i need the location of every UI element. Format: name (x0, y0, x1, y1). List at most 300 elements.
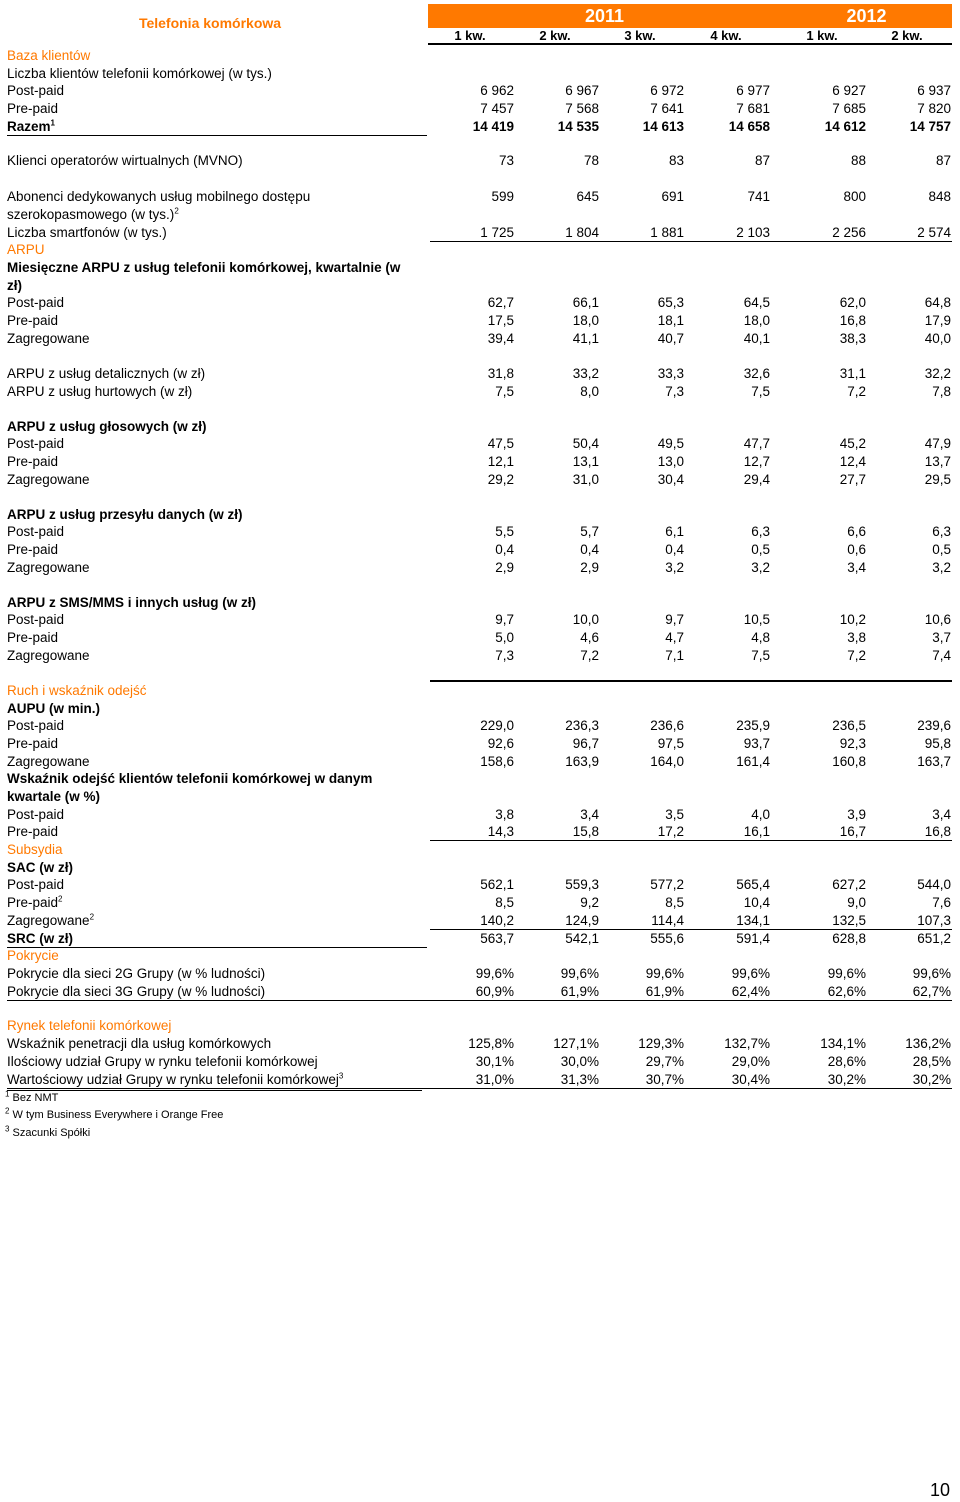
table-cell: 62,0 (839, 295, 866, 310)
table-cell: 7,5 (751, 384, 770, 399)
section-aupu (0, 700, 960, 718)
table-cell: 18,0 (743, 313, 770, 328)
table-cell: 6,6 (847, 524, 866, 539)
table-cell: 3,8 (495, 807, 514, 822)
table-cell: 16,1 (743, 824, 770, 839)
table-cell: 31,8 (487, 366, 514, 381)
table-cell: 62,4% (731, 984, 770, 999)
section-heading: Rynek telefonii komórkowej (7, 1018, 172, 1033)
table-cell: 114,4 (651, 913, 684, 928)
table-cell: 65,3 (657, 295, 684, 310)
table-cell: 136,2% (905, 1036, 951, 1051)
section-arpu-monthly (0, 259, 960, 295)
table-cell: 6,1 (665, 524, 684, 539)
table-cell: 30,2% (912, 1072, 951, 1087)
table-cell: 40,0 (924, 331, 951, 346)
table-cell: 4,0 (751, 807, 770, 822)
row-label: ARPU z usług detalicznych (w zł) (7, 366, 206, 381)
row-label: Pre-paid$^2$ (7, 894, 63, 910)
table-cell: 2 256 (832, 225, 866, 240)
section-heading: Wskaźnik odejść klientów telefonii komórkowej w danym kwartale (w %) (7, 771, 373, 804)
section-heading: ARPU z usług przesyłu danych (w zł) (7, 507, 243, 522)
table-cell: 97,5 (657, 736, 684, 751)
table-cell: 161,4 (736, 754, 770, 769)
table-cell: 33,2 (572, 366, 599, 381)
table-cell: 0,5 (932, 542, 951, 557)
table-cell: 741 (747, 189, 770, 204)
table-cell: 14 419 (472, 119, 514, 134)
row-label: Liczba smartfonów (w tys.) (7, 225, 167, 240)
table-cell: 14 535 (557, 119, 599, 134)
table-cell: 9,2 (580, 895, 599, 910)
table-cell: 132,5 (832, 913, 866, 928)
row-label: Zagregowane (7, 754, 90, 769)
row-label: Zagregowane (7, 560, 90, 575)
table-cell: 31,0% (475, 1072, 514, 1087)
table-cell: 3,2 (932, 560, 951, 575)
section-arpu-sms (0, 594, 960, 612)
table-cell: 848 (928, 189, 951, 204)
table-cell: 563,7 (480, 931, 514, 946)
table-cell: 7,8 (932, 384, 951, 399)
table-cell: 92,6 (487, 736, 514, 751)
table-row (0, 383, 960, 401)
table-cell: 8,5 (495, 895, 514, 910)
table-row (0, 1035, 960, 1053)
table-cell: 239,6 (917, 718, 951, 733)
section-heading: AUPU (w min.) (7, 701, 100, 716)
row-label: Zagregowane (7, 331, 90, 346)
section-heading: Miesięczne ARPU z usług telefonii komórkowej, kwartalnie (w zł) (7, 260, 401, 293)
table-cell: 83 (668, 153, 684, 168)
table-cell: 6,3 (751, 524, 770, 539)
table-cell: 3,8 (847, 630, 866, 645)
quarter-headers (0, 29, 960, 43)
table-cell: 164,0 (650, 754, 684, 769)
table-title: Telefonia komórkowa (138, 15, 282, 31)
table-cell: 7 641 (650, 101, 684, 116)
table-cell: 5,7 (580, 524, 599, 539)
footnote-marker: 2 (58, 894, 63, 904)
section-heading: Baza klientów (7, 48, 91, 63)
table-cell: 18,1 (657, 313, 684, 328)
table-cell: 30,0% (560, 1054, 599, 1069)
table-cell: 6 927 (832, 83, 866, 98)
table-cell: 60,9% (475, 984, 514, 999)
row-label: Klienci operatorów wirtualnych (MVNO) (7, 153, 243, 168)
row-label: Zagregowane (7, 648, 90, 663)
table-cell: 236,6 (650, 718, 684, 733)
table-row (0, 312, 960, 330)
section-pokrycie (0, 947, 960, 965)
quarter-header: 4 kw. (710, 28, 742, 43)
footnote: $^1$ Bez NMT (5, 1089, 59, 1104)
table-cell: 9,0 (847, 895, 866, 910)
table-cell: 3,2 (665, 560, 684, 575)
table-cell: 10,6 (924, 612, 951, 627)
section-arpu-dane (0, 506, 960, 524)
table-cell: 7 681 (736, 101, 770, 116)
table-cell: 15,8 (572, 824, 599, 839)
row-label: Post-paid (7, 877, 65, 892)
table-cell: 1 725 (480, 225, 514, 240)
section-churn (0, 770, 960, 806)
table-cell: 559,3 (565, 877, 599, 892)
section-heading: Pokrycie (7, 948, 59, 963)
table-cell: 160,8 (832, 754, 866, 769)
table-cell: 47,9 (924, 436, 951, 451)
footnote-separator (7, 1090, 422, 1091)
table-row (0, 930, 960, 948)
table-row (0, 453, 960, 471)
table-row (0, 118, 960, 136)
table-cell: 95,8 (924, 736, 951, 751)
table-cell: 14 658 (728, 119, 770, 134)
footnote: $^3$ Szacunki Spółki (5, 1124, 91, 1139)
table-cell: 29,2 (487, 472, 514, 487)
table-cell: 99,6% (912, 966, 951, 981)
table-cell: 62,7% (912, 984, 951, 999)
table-row (0, 541, 960, 559)
section-arpu-glos (0, 418, 960, 436)
table-cell: 29,7% (645, 1054, 684, 1069)
table-cell: 47,5 (487, 436, 514, 451)
section-arpu (0, 241, 960, 259)
table-cell: 30,1% (475, 1054, 514, 1069)
table-cell: 47,7 (743, 436, 770, 451)
table-cell: 555,6 (650, 931, 684, 946)
section-subsydia (0, 841, 960, 859)
section-heading: Liczba klientów telefonii komórkowej (w tys.) (7, 66, 272, 81)
table-row (0, 224, 960, 242)
table-cell: 0,4 (665, 542, 684, 557)
table-cell: 7,2 (847, 648, 866, 663)
table-row (0, 1071, 960, 1089)
table-row (0, 629, 960, 647)
row-label: Pre-paid (7, 101, 59, 116)
section-rynek (0, 1017, 960, 1035)
row-label: Abonenci dedykowanych usług mobilnego dostępu szerokopasmowego (w tys.)$^2$ (7, 189, 311, 222)
section-heading: Ruch i wskaźnik odejść (7, 683, 147, 698)
table-cell: 599 (491, 189, 514, 204)
table-row (0, 330, 960, 348)
section-heading: Subsydia (7, 842, 63, 857)
table-cell: 17,2 (657, 824, 684, 839)
table-row (0, 1053, 960, 1071)
table-cell: 0,4 (580, 542, 599, 557)
row-label: Pre-paid (7, 454, 59, 469)
table-row (0, 823, 960, 841)
table-cell: 13,7 (924, 454, 951, 469)
row-label: Pre-paid (7, 630, 59, 645)
row-label: Post-paid (7, 612, 65, 627)
table-row (0, 611, 960, 629)
section-liczba-klientow (0, 65, 960, 83)
quarter-header: 1 kw. (454, 28, 486, 43)
row-label: Post-paid (7, 524, 65, 539)
row-label: Wskaźnik penetracji dla usług komórkowych (7, 1036, 272, 1051)
table-cell: 12,4 (839, 454, 866, 469)
row-label: Post-paid (7, 83, 65, 98)
row-label: Zagregowane (7, 472, 90, 487)
quarter-header: 2 kw. (891, 28, 923, 43)
table-cell: 30,7% (645, 1072, 684, 1087)
table-cell: 87 (754, 153, 770, 168)
footnote: $^2$ W tym Business Everywhere i Orange Free (5, 1106, 224, 1121)
table-cell: 163,9 (565, 754, 599, 769)
page-number: 10 (929, 1480, 950, 1500)
table-cell: 32,2 (924, 366, 951, 381)
table-cell: 16,8 (924, 824, 951, 839)
table-row (0, 647, 960, 665)
table-cell: 236,5 (832, 718, 866, 733)
table-cell: 8,0 (580, 384, 599, 399)
table-cell: 0,5 (751, 542, 770, 557)
table-cell: 2 103 (736, 225, 770, 240)
table-cell: 4,8 (751, 630, 770, 645)
table-row (0, 82, 960, 100)
table-cell: 10,5 (743, 612, 770, 627)
table-row (0, 100, 960, 118)
table-cell: 591,4 (736, 931, 770, 946)
table-cell: 66,1 (572, 295, 599, 310)
table-cell: 236,3 (565, 718, 599, 733)
table-cell: 12,7 (743, 454, 770, 469)
table-cell: 18,0 (572, 313, 599, 328)
table-cell: 16,7 (839, 824, 866, 839)
row-label: ARPU z usług hurtowych (w zł) (7, 384, 193, 399)
row-label: Post-paid (7, 718, 65, 733)
table-cell: 7,4 (932, 648, 951, 663)
table-cell: 107,3 (917, 913, 951, 928)
table-cell: 45,2 (839, 436, 866, 451)
table-cell: 31,0 (572, 472, 599, 487)
table-cell: 39,4 (487, 331, 514, 346)
table-row (0, 753, 960, 771)
table-cell: 10,4 (743, 895, 770, 910)
table-row (0, 435, 960, 453)
table-cell: 13,0 (657, 454, 684, 469)
table-cell: 229,0 (480, 718, 514, 733)
table-cell: 3,5 (665, 807, 684, 822)
table-cell: 61,9% (645, 984, 684, 999)
row-underline (7, 1088, 952, 1090)
table-cell: 93,7 (743, 736, 770, 751)
table-cell: 3,4 (580, 807, 599, 822)
year-header-2012: 2012 (781, 4, 952, 28)
table-cell: 565,4 (736, 877, 770, 892)
footnote-marker: 1 (50, 118, 55, 128)
table-cell: 1 804 (565, 225, 599, 240)
table-cell: 4,6 (580, 630, 599, 645)
table-cell: 3,7 (932, 630, 951, 645)
table-cell: 577,2 (650, 877, 684, 892)
table-cell: 134,1 (736, 913, 770, 928)
row-label: Pre-paid (7, 736, 59, 751)
table-cell: 64,8 (924, 295, 951, 310)
row-label: SRC (w zł) (7, 931, 73, 946)
table-cell: 691 (661, 189, 684, 204)
quarter-header: 2 kw. (539, 28, 571, 43)
table-cell: 27,7 (839, 472, 866, 487)
table-cell: 92,3 (839, 736, 866, 751)
row-label: Post-paid (7, 295, 65, 310)
table-cell: 4,7 (665, 630, 684, 645)
row-label: Post-paid (7, 436, 65, 451)
table-cell: 235,9 (736, 718, 770, 733)
table-cell: 28,5% (912, 1054, 951, 1069)
table-cell: 645 (576, 189, 599, 204)
table-row (0, 965, 960, 983)
table-cell: 41,1 (572, 331, 599, 346)
table-cell: 158,6 (480, 754, 514, 769)
header-underline (428, 43, 952, 45)
table-cell: 17,5 (487, 313, 514, 328)
table-row (0, 152, 960, 170)
table-cell: 132,7% (724, 1036, 770, 1051)
table-cell: 13,1 (572, 454, 599, 469)
table-cell: 544,0 (917, 877, 951, 892)
row-label: Pokrycie dla sieci 3G Grupy (w % ludności) (7, 984, 266, 999)
table-cell: 6 937 (917, 83, 951, 98)
table-cell: 2 574 (917, 225, 951, 240)
table-cell: 62,7 (487, 295, 514, 310)
table-cell: 29,0% (731, 1054, 770, 1069)
table-cell: 0,4 (495, 542, 514, 557)
table-cell: 16,8 (839, 313, 866, 328)
footnote-marker: 2 (174, 206, 179, 216)
table-cell: 7 685 (832, 101, 866, 116)
table-row (0, 876, 960, 894)
row-underline (7, 1000, 952, 1002)
table-cell: 7,2 (580, 648, 599, 663)
table-cell: 14 612 (824, 119, 866, 134)
row-underline (7, 135, 427, 137)
table-row (0, 717, 960, 735)
table-cell: 10,2 (839, 612, 866, 627)
section-heading: SAC (w zł) (7, 860, 73, 875)
section-sac (0, 859, 960, 877)
section-heading: ARPU z SMS/MMS i innych usług (w zł) (7, 595, 257, 610)
table-row (0, 188, 960, 224)
table-cell: 124,9 (565, 913, 599, 928)
table-cell: 627,2 (832, 877, 866, 892)
table-cell: 30,2% (827, 1072, 866, 1087)
table-row (0, 559, 960, 577)
table-cell: 125,8% (468, 1036, 514, 1051)
table-cell: 9,7 (665, 612, 684, 627)
table-cell: 562,1 (480, 877, 514, 892)
section-heading: ARPU (7, 242, 45, 257)
table-cell: 651,2 (917, 931, 951, 946)
table-cell: 7 820 (917, 101, 951, 116)
table-cell: 14,3 (487, 824, 514, 839)
table-cell: 2,9 (495, 560, 514, 575)
table-cell: 14 757 (909, 119, 951, 134)
table-cell: 6 977 (736, 83, 770, 98)
table-row (0, 294, 960, 312)
section-baza (0, 47, 960, 65)
table-cell: 64,5 (743, 295, 770, 310)
table-row (0, 806, 960, 824)
table-cell: 62,6% (827, 984, 866, 999)
table-cell: 7,5 (495, 384, 514, 399)
table-cell: 7 457 (480, 101, 514, 116)
table-cell: 2,9 (580, 560, 599, 575)
table-cell: 29,5 (924, 472, 951, 487)
table-cell: 32,6 (743, 366, 770, 381)
table-cell: 3,4 (847, 560, 866, 575)
table-cell: 33,3 (657, 366, 684, 381)
table-cell: 31,3% (560, 1072, 599, 1087)
table-cell: 140,2 (480, 913, 514, 928)
table-cell: 17,9 (924, 313, 951, 328)
table-cell: 127,1% (553, 1036, 599, 1051)
footnote-marker: 3 (338, 1071, 344, 1081)
table-cell: 8,5 (665, 895, 684, 910)
table-cell: 7,5 (751, 648, 770, 663)
table-cell: 73 (498, 153, 514, 168)
row-label: Razem$^1$ (7, 118, 55, 134)
table-cell: 6 972 (650, 83, 684, 98)
table-cell: 3,2 (751, 560, 770, 575)
table-cell: 6 967 (565, 83, 599, 98)
row-label: Ilościowy udział Grupy w rynku telefonii komórkowej (7, 1054, 318, 1069)
table-cell: 6 962 (480, 83, 514, 98)
table-cell: 50,4 (572, 436, 599, 451)
row-label: Pokrycie dla sieci 2G Grupy (w % ludności) (7, 966, 266, 981)
row-label: Pre-paid (7, 313, 59, 328)
table-cell: 7,2 (847, 384, 866, 399)
table-cell: 5,5 (495, 524, 514, 539)
footnote-marker: 2 (89, 912, 95, 922)
table-cell: 31,1 (839, 366, 866, 381)
quarter-header: 1 kw. (806, 28, 838, 43)
table-cell: 99,6% (645, 966, 684, 981)
table-cell: 99,6% (827, 966, 866, 981)
table-row (0, 735, 960, 753)
table-row (0, 471, 960, 489)
table-cell: 14 613 (642, 119, 684, 134)
table-row (0, 894, 960, 912)
table-cell: 12,1 (487, 454, 514, 469)
table-cell: 134,1% (820, 1036, 866, 1051)
section-ruch (0, 682, 960, 700)
table-cell: 87 (935, 153, 951, 168)
table-cell: 1 881 (650, 225, 684, 240)
table-cell: 96,7 (572, 736, 599, 751)
table-row (0, 983, 960, 1001)
table-cell: 542,1 (565, 931, 599, 946)
table-cell: 6,3 (932, 524, 951, 539)
table-cell: 99,6% (731, 966, 770, 981)
table-cell: 99,6% (560, 966, 599, 981)
table-row (0, 523, 960, 541)
table-cell: 29,4 (743, 472, 770, 487)
table-cell: 0,6 (847, 542, 866, 557)
table-cell: 163,7 (917, 754, 951, 769)
table-cell: 10,0 (572, 612, 599, 627)
table-row (0, 912, 960, 930)
table-row (0, 365, 960, 383)
quarter-header: 3 kw. (624, 28, 656, 43)
table-cell: 9,7 (495, 612, 514, 627)
table-cell: 7,1 (665, 648, 684, 663)
table-cell: 628,8 (832, 931, 866, 946)
table-cell: 88 (850, 153, 866, 168)
table-cell: 7,6 (932, 895, 951, 910)
table-cell: 3,4 (932, 807, 951, 822)
